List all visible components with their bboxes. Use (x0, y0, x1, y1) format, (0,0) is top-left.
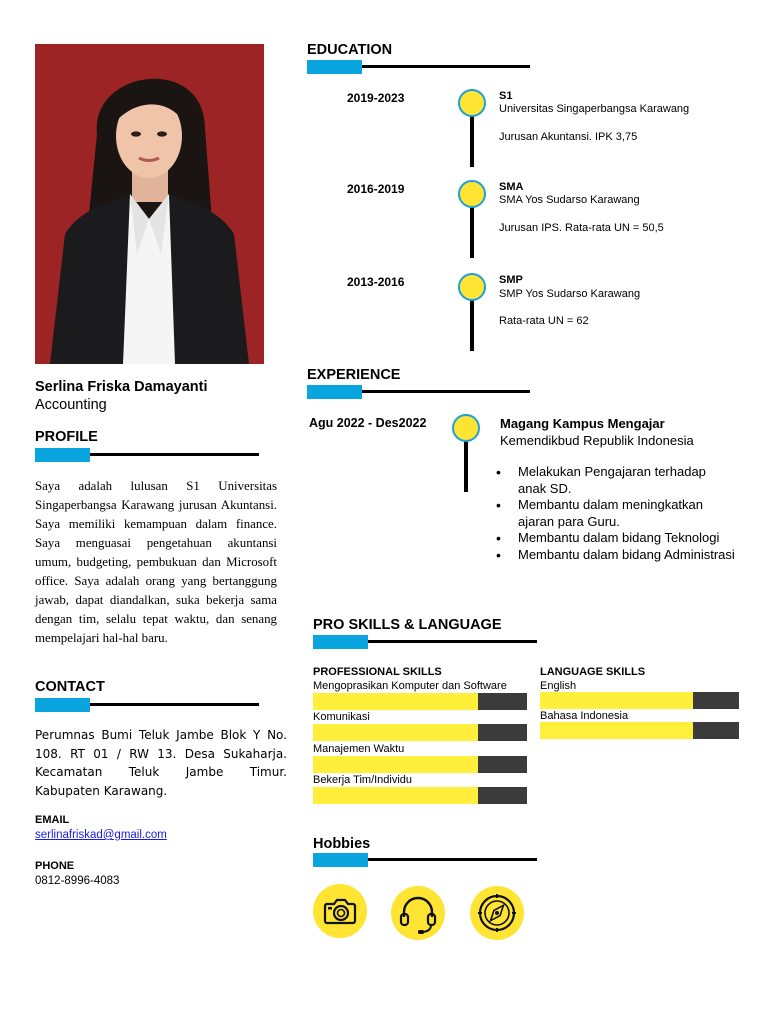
person-role: Accounting (35, 397, 107, 413)
education-degree: SMP (499, 274, 523, 286)
language-bar (540, 692, 739, 709)
skills-divider (313, 640, 537, 643)
language-name: English (540, 680, 577, 692)
skills-heading: PRO SKILLS & LANGUAGE (313, 617, 502, 633)
timeline-dot (458, 273, 486, 301)
education-years: 2013-2016 (347, 275, 405, 289)
experience-position: Magang Kampus Mengajar (500, 416, 665, 431)
education-divider (307, 65, 530, 68)
education-years: 2016-2019 (347, 182, 405, 196)
hobbies-heading: Hobbies (313, 836, 371, 852)
experience-divider (307, 390, 530, 393)
phone-number: 0812-8996-4083 (35, 875, 120, 887)
experience-duties (496, 464, 736, 563)
compass-icon (470, 886, 524, 940)
skill-bar (313, 787, 527, 804)
timeline-line (470, 296, 474, 351)
profile-heading: PROFILE (35, 429, 98, 445)
education-degree: S1 (499, 90, 513, 102)
email-link[interactable]: serlinafriskad@gmail.com (35, 829, 167, 841)
camera-icon (313, 884, 367, 938)
contact-address: Perumnas Bumi Teluk Jambe Blok Y No. 108. RT 01 / RW 13. Desa Sukaharja. Kecamatan Teluk Jambe Timur. Kabupaten Karawang. (35, 728, 287, 798)
list-item: • Melakukan Pengajaran terhadap anak SD. (496, 464, 736, 497)
hobbies-divider (313, 858, 537, 861)
education-detail: Rata-rata UN = 62 (499, 315, 589, 327)
email-label: EMAIL (35, 814, 70, 826)
language-name: Bahasa Indonesia (540, 710, 629, 722)
education-school: SMP Yos Sudarso Karawang (499, 288, 641, 300)
skill-bar (313, 693, 527, 710)
language-skills-heading: LANGUAGE SKILLS (540, 666, 646, 678)
education-school: SMA Yos Sudarso Karawang (499, 194, 640, 206)
timeline-line (470, 112, 474, 167)
education-heading: EDUCATION (307, 42, 393, 58)
skill-name: Mengoprasikan Komputer dan Software (313, 680, 507, 692)
education-detail: Jurusan Akuntansi. IPK 3,75 (499, 131, 638, 143)
professional-skills-heading: PROFESSIONAL SKILLS (313, 666, 442, 678)
timeline-dot (452, 414, 480, 442)
list-item: • Membantu dalam bidang Teknologi (496, 530, 736, 547)
list-item: • Membantu dalam meningkatkan ajaran para Guru. (496, 497, 736, 530)
skill-name: Manajemen Waktu (313, 743, 405, 755)
experience-organization: Kemendikbud Republik Indonesia (500, 433, 694, 448)
skill-name: Komunikasi (313, 711, 370, 723)
list-item: • Membantu dalam bidang Administrasi (496, 547, 736, 564)
education-degree: SMA (499, 181, 524, 193)
education-years: 2019-2023 (347, 91, 405, 105)
skill-name: Bekerja Tim/Individu (313, 774, 413, 786)
timeline-dot (458, 180, 486, 208)
person-name: Serlina Friska Damayanti (35, 379, 208, 395)
timeline-line (464, 438, 468, 492)
headphones-icon (391, 886, 445, 940)
experience-date: Agu 2022 - Des2022 (309, 416, 427, 430)
skill-bar (313, 756, 527, 773)
timeline-dot (458, 89, 486, 117)
education-detail: Jurusan IPS. Rata-rata UN = 50,5 (499, 222, 664, 234)
experience-heading: EXPERIENCE (307, 367, 401, 383)
contact-heading: CONTACT (35, 679, 105, 695)
contact-divider (35, 703, 259, 706)
profile-photo (35, 44, 264, 364)
phone-label: PHONE (35, 860, 75, 872)
education-school: Universitas Singaperbangsa Karawang (499, 103, 690, 115)
language-bar (540, 722, 739, 739)
timeline-line (470, 203, 474, 258)
skill-bar (313, 724, 527, 741)
profile-text: Saya adalah lulusan S1 Universitas Singaperbangsa Karawang jurusan Akuntansi. Saya memiliki kemampuan dalam finance. Saya menguasai pengetahuan akuntansi umum, budgeting, pembukuan dan Microsoft office. Saya adalah orang yang bertanggung jawab, dapat diandalkan, suka bekerja sama dengan tim, selalu tepat waktu, dan senang mempelajari hal-hal baru. (35, 479, 277, 645)
profile-divider (35, 453, 259, 456)
